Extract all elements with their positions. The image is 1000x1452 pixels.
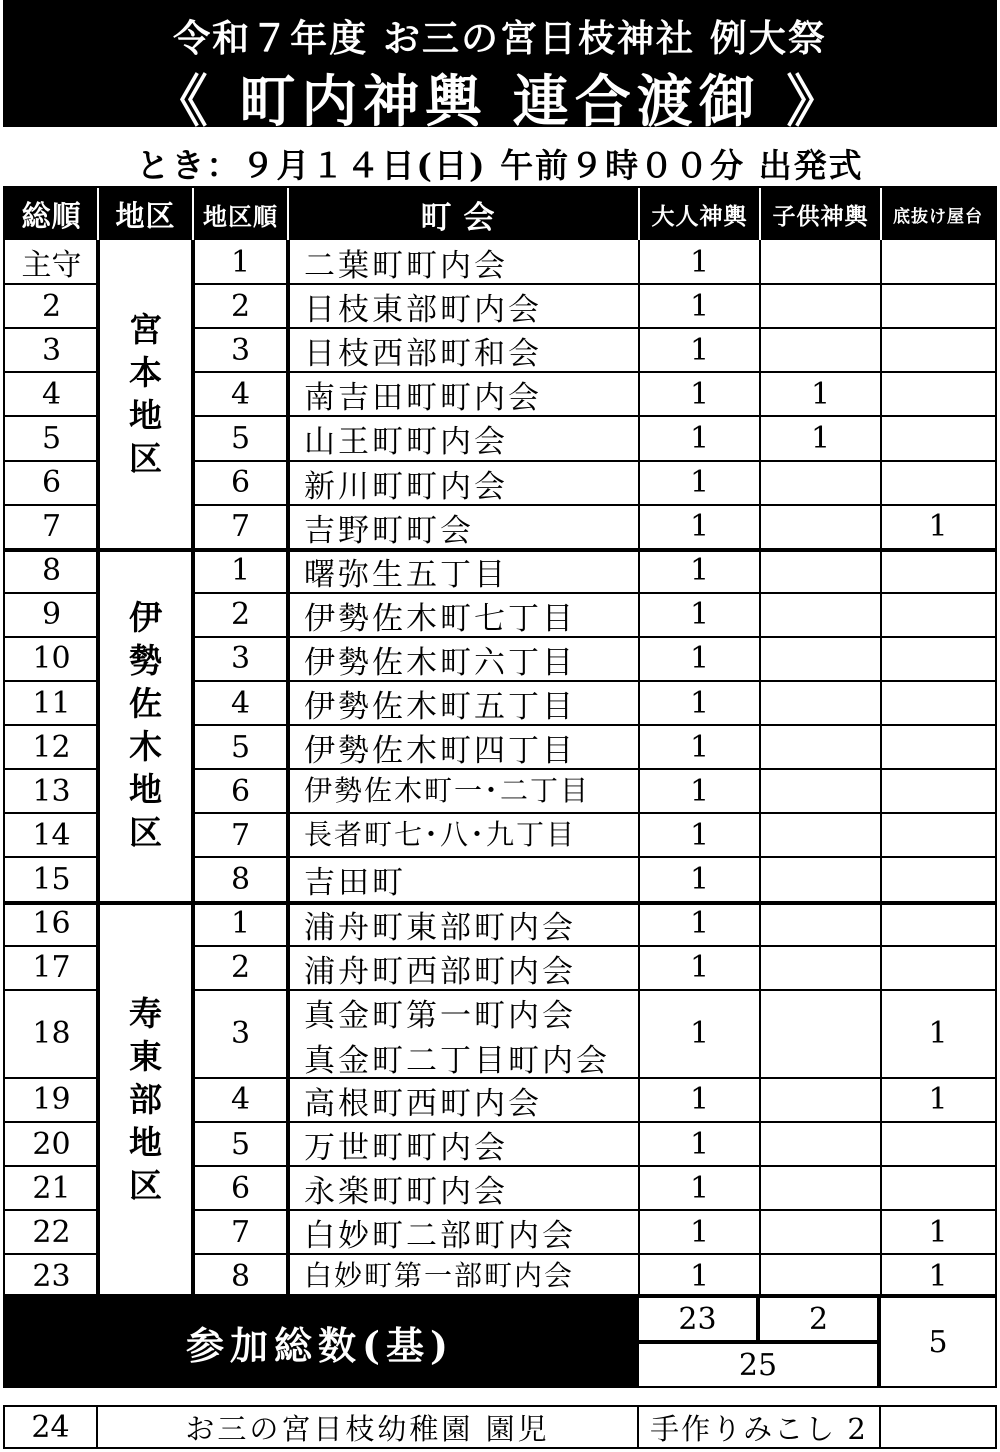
row-adult-count: 1 [689, 641, 710, 677]
town-name-line: 伊勢佐木町五丁目 [304, 689, 576, 725]
row-district-order: 7 [230, 817, 251, 853]
row-adult-count: 1 [689, 1126, 710, 1162]
row-district-order: 2 [230, 288, 251, 324]
district-char: 伊 [129, 598, 162, 638]
totals-row [3, 1296, 997, 1388]
header-separator [638, 188, 640, 240]
procession-title: 《 町内神輿 連合渡御 》 [151, 69, 849, 135]
town-name-line: 伊勢佐木町六丁目 [304, 644, 576, 681]
row-town-name [288, 1210, 639, 1254]
row-town-name [288, 1254, 639, 1298]
row-district-order: 3 [230, 641, 251, 677]
row-district-order: 4 [230, 685, 251, 721]
row-town-name [288, 681, 639, 725]
row-yatai-count [881, 416, 995, 460]
row-adult-count: 1 [689, 597, 710, 633]
district-char: 宮 [129, 310, 162, 350]
district-char: 地 [129, 396, 162, 436]
row-total-order: 2 [41, 288, 62, 324]
row-town-name [288, 549, 639, 593]
row-district-order: 7 [230, 1214, 251, 1250]
row-yatai-count [881, 813, 995, 857]
row-total-order: 17 [32, 950, 71, 986]
row-child-count [760, 1078, 881, 1122]
procession-table [3, 186, 997, 1296]
row-adult-count: 1 [689, 1170, 710, 1206]
header-adult-mikoshi: 大人神輿 [639, 188, 760, 240]
row-child-count [760, 857, 881, 901]
district-char: 区 [129, 439, 162, 479]
district-char: 区 [129, 1166, 162, 1206]
row-child-count: 1 [810, 420, 831, 456]
row-adult-count: 1 [689, 773, 710, 809]
town-name-line: 伊勢佐木町七丁目 [304, 600, 576, 637]
town-name-line: 真金町二丁目町内会 [304, 1042, 610, 1079]
row-adult-count: 1 [689, 288, 710, 324]
town-name-line: 伊勢佐木町一･二丁目 [304, 774, 591, 808]
row-yatai-count [881, 284, 995, 328]
row-yatai-count [881, 902, 995, 946]
totals-label: 参加総数(基) [186, 1322, 454, 1368]
row-district-order: 2 [230, 597, 251, 633]
row-yatai-count [881, 549, 995, 593]
row-district-order: 6 [230, 465, 251, 501]
row-child-count [760, 1166, 881, 1210]
row-district-order: 4 [230, 1082, 251, 1118]
row-child-count [760, 813, 881, 857]
header-separator [97, 188, 99, 240]
town-name-line: 永楽町町内会 [304, 1174, 508, 1211]
row-adult-count: 1 [689, 729, 710, 765]
district-char: 寿 [129, 994, 162, 1034]
row-yatai-count: 1 [928, 509, 948, 545]
row-total-order: 4 [41, 376, 62, 412]
district-char: 区 [129, 813, 162, 853]
district-char: 地 [129, 1123, 162, 1163]
row-child-count [760, 505, 881, 549]
total-child: 2 [758, 1296, 879, 1342]
row-adult-count: 1 [689, 817, 710, 853]
header-yatai: 底抜け屋台 [881, 188, 995, 240]
row-yatai-count [881, 593, 995, 637]
footer-row [3, 1405, 997, 1449]
district-char: 木 [129, 727, 162, 767]
row-town-name [288, 637, 639, 681]
district-char: 部 [129, 1080, 162, 1120]
row-district-order: 6 [230, 773, 251, 809]
row-town-name [288, 240, 639, 284]
total-adult: 23 [637, 1296, 758, 1342]
festival-title: 令和７年度 お三の宮日枝神社 例大祭 [173, 16, 827, 60]
row-adult-count: 1 [689, 509, 710, 545]
row-yatai-count [881, 946, 995, 990]
row-child-count [760, 240, 881, 284]
row-adult-count: 1 [689, 861, 710, 897]
row-total-order: 9 [41, 597, 62, 633]
footer-order: 24 [5, 1407, 98, 1447]
row-town-name [288, 857, 639, 901]
header-town: 町会 [288, 188, 639, 240]
row-child-count [760, 1254, 881, 1298]
row-district-order: 3 [230, 332, 251, 368]
row-adult-count: 1 [689, 332, 710, 368]
row-total-order: 18 [32, 1016, 71, 1052]
row-child-count [760, 284, 881, 328]
row-town-name [288, 284, 639, 328]
row-district-order: 1 [230, 906, 251, 942]
district-char: 本 [129, 353, 162, 393]
town-name-line: 二葉町町内会 [304, 248, 508, 284]
row-district-order: 1 [230, 244, 251, 280]
town-name-line: 曙弥生五丁目 [304, 556, 508, 593]
row-town-name [288, 1166, 639, 1210]
row-district-order: 5 [230, 420, 251, 456]
row-total-order: 21 [32, 1170, 71, 1206]
row-child-count [760, 637, 881, 681]
row-child-count [760, 1210, 881, 1254]
town-name-line: 万世町町内会 [304, 1130, 508, 1166]
row-adult-count: 1 [689, 465, 710, 501]
row-adult-count: 1 [689, 685, 710, 721]
header-district: 地区 [98, 188, 193, 240]
header-total-order: 総順 [5, 188, 98, 240]
row-child-count [760, 1122, 881, 1166]
district-name [98, 549, 193, 902]
row-yatai-count [881, 637, 995, 681]
row-yatai-count: 1 [928, 1214, 948, 1250]
row-yatai-count [881, 1122, 995, 1166]
footer-name: お三の宮日枝幼稚園 園児 [98, 1407, 639, 1447]
row-child-count [760, 902, 881, 946]
row-yatai-count [881, 681, 995, 725]
header-separator [759, 188, 761, 240]
row-adult-count: 1 [689, 1082, 710, 1118]
row-town-name [288, 902, 639, 946]
row-town-name [288, 505, 639, 549]
district-name [98, 902, 193, 1299]
district-char: 地 [129, 770, 162, 810]
row-child-count [760, 990, 881, 1078]
row-town-name [288, 1078, 639, 1122]
row-child-count [760, 461, 881, 505]
row-total-order: 22 [32, 1214, 71, 1250]
town-name-line: 白妙町二部町内会 [304, 1218, 576, 1255]
row-adult-count: 1 [689, 906, 710, 942]
header-separator [192, 188, 194, 240]
row-town-name [288, 946, 639, 990]
row-yatai-count [881, 240, 995, 284]
row-total-order: 6 [41, 465, 62, 501]
row-child-count [760, 769, 881, 813]
town-name-line: 新川町町内会 [304, 468, 508, 505]
row-yatai-count [881, 372, 995, 416]
row-total-order: 10 [32, 641, 71, 677]
town-name-line: 日枝西部町和会 [304, 336, 542, 373]
town-name-line: 吉田町 [304, 865, 406, 902]
row-total-order: 3 [41, 332, 62, 368]
town-name-line: 長者町七･八･九丁目 [304, 818, 577, 852]
district-char: 佐 [129, 684, 162, 724]
row-district-order: 7 [230, 509, 251, 545]
district-char: 勢 [129, 641, 162, 681]
row-town-name [288, 1122, 639, 1166]
row-town-name [288, 769, 639, 813]
row-district-order: 1 [230, 553, 251, 589]
schedule-line: とき：９月１４日(日) 午前９時００分 出発式 [136, 146, 864, 185]
row-total-order: 11 [32, 685, 71, 721]
header-separator [880, 188, 882, 240]
row-district-order: 8 [230, 1258, 251, 1294]
row-total-order: 12 [32, 729, 71, 765]
row-child-count [760, 549, 881, 593]
row-child-count [760, 593, 881, 637]
row-district-order: 5 [230, 729, 251, 765]
row-town-name [288, 990, 639, 1078]
town-name-line: 伊勢佐木町四丁目 [304, 733, 576, 770]
town-name-line: 吉野町町会 [304, 512, 474, 549]
row-total-order: 5 [41, 420, 62, 456]
row-district-order: 4 [230, 376, 251, 412]
row-adult-count: 1 [689, 1258, 710, 1294]
row-adult-count: 1 [689, 553, 710, 589]
title-banner [3, 0, 997, 135]
row-district-order: 2 [230, 950, 251, 986]
header-separator [287, 188, 289, 240]
row-adult-count: 1 [689, 376, 710, 412]
row-adult-count: 1 [689, 1214, 710, 1250]
row-total-order: 13 [32, 773, 71, 809]
town-name-line: 白妙町第一部町内会 [304, 1259, 575, 1293]
row-district-order: 8 [230, 861, 251, 897]
row-town-name [288, 813, 639, 857]
row-total-order: 7 [41, 509, 62, 545]
row-total-order: 主守 [21, 248, 82, 284]
row-district-order: 5 [230, 1126, 251, 1162]
row-yatai-count [881, 328, 995, 372]
town-name-line: 浦舟町西部町内会 [304, 953, 576, 990]
district-name [98, 240, 193, 549]
row-child-count [760, 328, 881, 372]
row-town-name [288, 725, 639, 769]
footer-note: 手作りみこし 2 [639, 1407, 881, 1447]
header-district-order: 地区順 [193, 188, 288, 240]
row-adult-count: 1 [689, 420, 710, 456]
row-total-order: 23 [32, 1258, 71, 1294]
row-yatai-count: 1 [928, 1016, 948, 1052]
row-yatai-count: 1 [928, 1258, 948, 1294]
row-total-order: 15 [32, 861, 71, 897]
district-char: 東 [129, 1037, 162, 1077]
row-child-count [760, 681, 881, 725]
row-yatai-count [881, 857, 995, 901]
row-child-count [760, 946, 881, 990]
row-adult-count: 1 [689, 244, 710, 280]
row-total-order: 20 [32, 1126, 71, 1162]
town-name-line: 浦舟町東部町内会 [304, 909, 576, 946]
total-mikoshi-sum: 25 [637, 1342, 879, 1388]
row-yatai-count [881, 769, 995, 813]
row-total-order: 16 [32, 906, 71, 942]
row-adult-count: 1 [689, 1016, 710, 1052]
row-yatai-count [881, 1166, 995, 1210]
header-child-mikoshi: 子供神輿 [760, 188, 881, 240]
row-child-count: 1 [810, 376, 831, 412]
row-total-order: 19 [32, 1082, 71, 1118]
row-total-order: 14 [32, 817, 71, 853]
row-child-count [760, 725, 881, 769]
town-name-line: 日枝東部町内会 [304, 292, 542, 329]
row-district-order: 6 [230, 1170, 251, 1206]
row-yatai-count [881, 725, 995, 769]
row-total-order: 8 [41, 553, 62, 589]
row-town-name [288, 461, 639, 505]
row-yatai-count: 1 [928, 1082, 948, 1118]
row-town-name [288, 593, 639, 637]
town-name-line: 山王町町内会 [304, 424, 508, 461]
row-town-name [288, 416, 639, 460]
row-district-order: 3 [230, 1016, 251, 1052]
row-adult-count: 1 [689, 950, 710, 986]
town-name-line: 真金町第一町内会 [304, 997, 576, 1034]
row-town-name [288, 328, 639, 372]
town-name-line: 南吉田町町内会 [304, 380, 542, 417]
row-town-name [288, 372, 639, 416]
row-yatai-count [881, 461, 995, 505]
town-name-line: 高根町西町内会 [304, 1085, 542, 1122]
total-yatai: 5 [879, 1296, 997, 1388]
